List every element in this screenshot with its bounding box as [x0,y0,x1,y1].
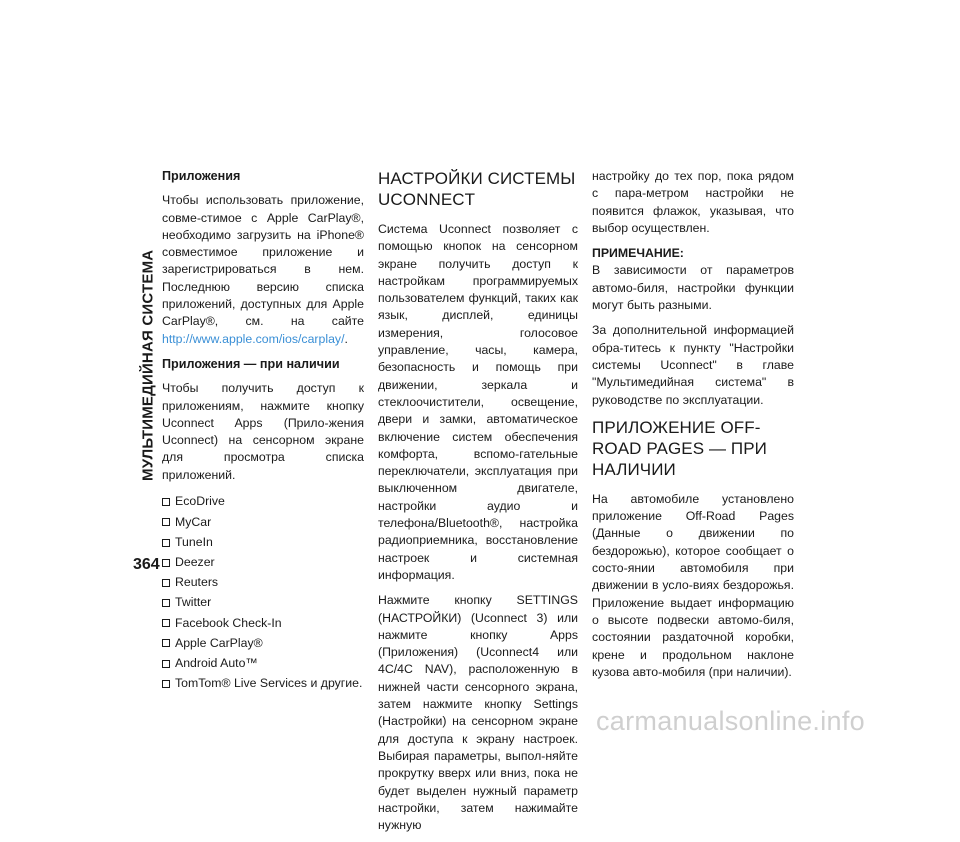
checkbox-square-icon [162,559,170,567]
list-item-label: MyCar [175,514,212,529]
heading-uconnect-settings: НАСТРОЙКИ СИСТЕМЫ UCONNECT [378,169,576,209]
list-item [162,573,364,593]
heading-apps: Приложения [162,169,241,183]
page-number: 364 [133,556,160,573]
checkbox-square-icon [162,539,170,547]
checkbox-square-icon [162,498,170,506]
list-item-label: EcoDrive [175,494,225,509]
checkbox-square-icon [162,579,170,587]
list-item-label: TuneIn [175,534,213,549]
column-2 [378,168,578,842]
list-item [162,613,364,633]
list-item [162,553,364,573]
list-item-label: Deezer [175,555,215,570]
list-item [162,532,364,552]
list-item [162,593,364,613]
list-item-label: Android Auto™ [175,655,258,670]
checkbox-square-icon [162,639,170,647]
paragraph-settings-how: Нажмите кнопку SETTINGS (НАСТРОЙКИ) (Uconnect 3) или нажмите кнопку Apps (Приложения) (Uconnect4 или 4C/4C NAV), расположенную в нижней части сенсорного экрана, затем нажмите кнопку Settings (Настройки) на сенсорном экране для доступа к экрану настроек. Выбирая параметры, выпол-няйте прокрутку вверх или вниз, пока не будет выделен нужный параметр настройки, затем нажимайте нужную [378,593,578,833]
paragraph-off-road: На автомобиле установлено приложение Off-Road Pages (Данные о движении по бездорожью), которое сообщает о состо-янии автомобиля при движении в усло-виях бездорожья. Приложение выдает информацию о высоте подвески автомо-биля, состоянии раздаточной коробки, крене и продольном наклоне кузова авто-мобиля (при наличии). [592,491,794,679]
watermark: carmanualsonline.info [596,706,865,736]
paragraph-apps-intro [162,192,364,348]
paragraph-settings-continued: настройку до тех пор, пока рядом с пара-метром настройки не появится флажок, указывая, что выбор осуществлен. [592,169,794,235]
paragraph-end: . [344,331,348,346]
list-item [162,512,364,532]
note-title: ПРИМЕЧАНИЕ: [592,246,684,261]
note-text: В зависимости от параметров автомо-биля, настройки функции могут быть разными. [592,263,794,313]
heading-off-road-pages: ПРИЛОЖЕНИЕ OFF-ROAD PAGES — ПРИ НАЛИЧИИ [592,417,767,479]
paragraph-text: Чтобы использовать приложение, совме-стимое с Apple CarPlay®, необходимо загрузить на iPhone® совместимое приложение и зарегистрироваться в нем. Последнюю версию списка приложений, доступных для Apple CarPlay®, см. на сайте [162,193,364,329]
paragraph-apps-access: Чтобы получить доступ к приложениям, нажмите кнопку Uconnect Apps (Прило-жения Uconnect) на сенсорном экране для просмотра списка приложений. [162,381,364,482]
list-item [162,674,364,694]
paragraph-more-info: За дополнительной информацией обра-титесь к пункту "Настройки системы Uconnect" в главе "Мультимедийная система" в руководстве по эксплуатации. [592,323,794,407]
apps-list [162,492,364,694]
list-item-label: Reuters [175,575,219,590]
list-item-label: TomTom® Live Services и другие. [175,676,363,691]
checkbox-square-icon [162,599,170,607]
checkbox-square-icon [162,660,170,668]
checkbox-square-icon [162,518,170,526]
chapter-side-title: МУЛЬТИМЕДИЙНАЯ СИСТЕМА [139,249,157,481]
list-item [162,492,364,512]
list-item-label: Twitter [175,595,212,610]
list-item [162,633,364,653]
list-item [162,654,364,674]
heading-apps-available: Приложения — при наличии [162,356,340,371]
list-item-label: Facebook Check-In [175,615,282,630]
column-1 [162,168,364,694]
list-item-label: Apple CarPlay® [175,635,263,650]
paragraph-settings-intro: Система Uconnect позволяет с помощью кнопок на сенсорном экране получить доступ к настройкам программируемых пользователем функций, таких как язык, дисплей, единицы измерения, голосовое управление, часы, камера, безопасность и помощь при движении, зеркала и стеклоочистители, освещение, двери и замки, автоматическое включение систем обеспечения комфорта, вспомо-гательные переключатели, эксплуатация при выключенном двигателе, настройки аудио и телефона/Bluetooth®, настройка радиоприемника, восстановление настроек и системная информация. [378,222,578,582]
checkbox-square-icon [162,680,170,688]
column-3 [592,168,794,689]
checkbox-square-icon [162,619,170,627]
carplay-link[interactable]: http://www.apple.com/ios/carplay/ [162,331,345,346]
